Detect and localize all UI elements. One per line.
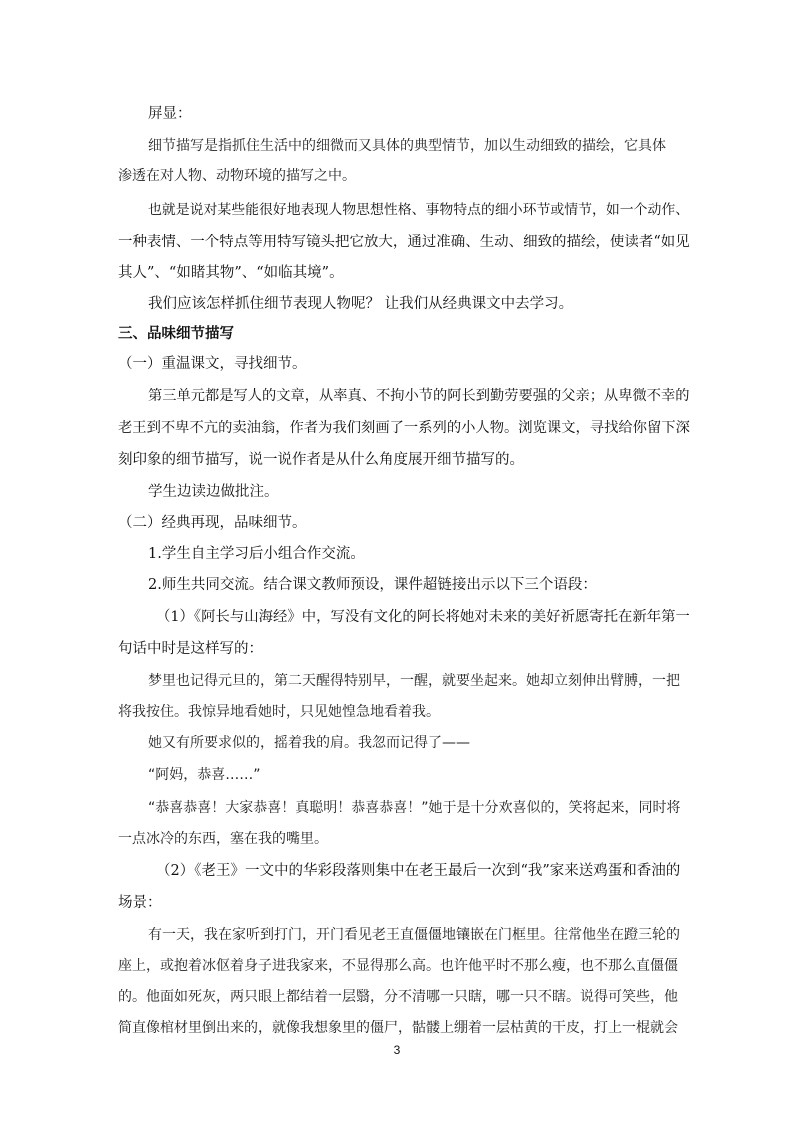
list-item: 2.师生共同交流。结合课文教师预设，课件超链接出示以下三个语段： bbox=[148, 577, 597, 593]
paragraph-line: 学生边读边做批注。 bbox=[148, 484, 279, 500]
quote-line: 她又有所要求似的，摇着我的肩。我忽而记得了—— bbox=[148, 735, 470, 751]
screen-label: 屏显： bbox=[148, 106, 192, 122]
page-number: 3 bbox=[393, 1043, 401, 1057]
excerpt-intro: （2）《老王》一文中的华彩段落则集中在老王最后一次到“我”家来送鸡蛋和香油的 bbox=[156, 863, 681, 879]
quote-line: “恭喜恭喜！大家恭喜！真聪明！恭喜恭喜！”她于是十分欢喜似的，笑将起来，同时将 bbox=[148, 800, 681, 816]
excerpt-intro: 句话中时是这样写的： bbox=[118, 641, 263, 657]
subsection-heading: （一）重温课文，寻找细节。 bbox=[118, 356, 307, 372]
section-heading: 三、品味细节描写 bbox=[118, 325, 234, 342]
quote-line: 简直像棺材里倒出来的，就像我想象里的僵尸，骷髅上绷着一层枯黄的干皮，打上一棍就会 bbox=[118, 1020, 678, 1036]
definition-line-2: 渗透在对人物、动物环境的描写之中。 bbox=[118, 168, 356, 184]
subsection-heading: （二）经典再现，品味细节。 bbox=[118, 515, 307, 531]
quote-line: 有一天，我在家听到打门，开门看见老王直僵僵地镶嵌在门框里。往常他坐在蹬三轮的 bbox=[148, 927, 680, 943]
excerpt-intro: 场景： bbox=[118, 895, 162, 911]
paragraph-line: 一种表情、一个特点等用特写镜头把它放大，通过准确、生动、细致的描绘，使读者“如见 bbox=[118, 234, 690, 250]
list-item: 1.学生自主学习后小组合作交流。 bbox=[148, 546, 365, 562]
paragraph-line: 第三单元都是写人的文章，从率真、不拘小节的阿长到勤劳要强的父亲；从卑微不幸的 bbox=[148, 388, 690, 404]
quote-line: 将我按住。我惊异地看她时，只见她惶急地看着我。 bbox=[118, 704, 440, 720]
quote-line: 的。他面如死灰，两只眼上都结着一层翳，分不清哪一只瞎，哪一只不瞎。说得可笑些，他 bbox=[118, 989, 678, 1005]
quote-line: 座上，或抱着冰伛着身子进我家来，不显得那么高。也许他平时不那么瘦，也不那么直僵僵 bbox=[118, 958, 678, 974]
quote-line: 梦里也记得元旦的，第二天醒得特别早，一醒，就要坐起来。她却立刻伸出臂膊，一把 bbox=[148, 673, 680, 689]
paragraph-line: 我们应该怎样抓住细节表现人物呢？ 让我们从经典课文中去学习。 bbox=[148, 296, 574, 312]
paragraph-line: 也就是说对某些能很好地表现人物思想性格、事物特点的细小环节或情节，如一个动作、 bbox=[148, 202, 690, 218]
quote-line: 一点冰冷的东西，塞在我的嘴里。 bbox=[118, 831, 328, 847]
definition-line-1: 细节描写是指抓住生活中的细微而又具体的典型情节，加以生动细致的描绘，它具体 bbox=[148, 138, 666, 154]
paragraph-line: 其人”、“如睹其物”、“如临其境”。 bbox=[118, 265, 344, 281]
paragraph-line: 老王到不卑不亢的卖油翁，作者为我们刻画了一系列的小人物。浏览课文，寻找给你留下深 bbox=[118, 420, 690, 436]
paragraph-line: 刻印象的细节描写，说一说作者是从什么角度展开细节描写的。 bbox=[118, 452, 524, 468]
excerpt-intro: （1）《阿长与山海经》中，写没有文化的阿长将她对未来的美好祈愿寄托在新年第一 bbox=[156, 609, 690, 625]
quote-line: “阿妈，恭喜……” bbox=[148, 767, 261, 783]
